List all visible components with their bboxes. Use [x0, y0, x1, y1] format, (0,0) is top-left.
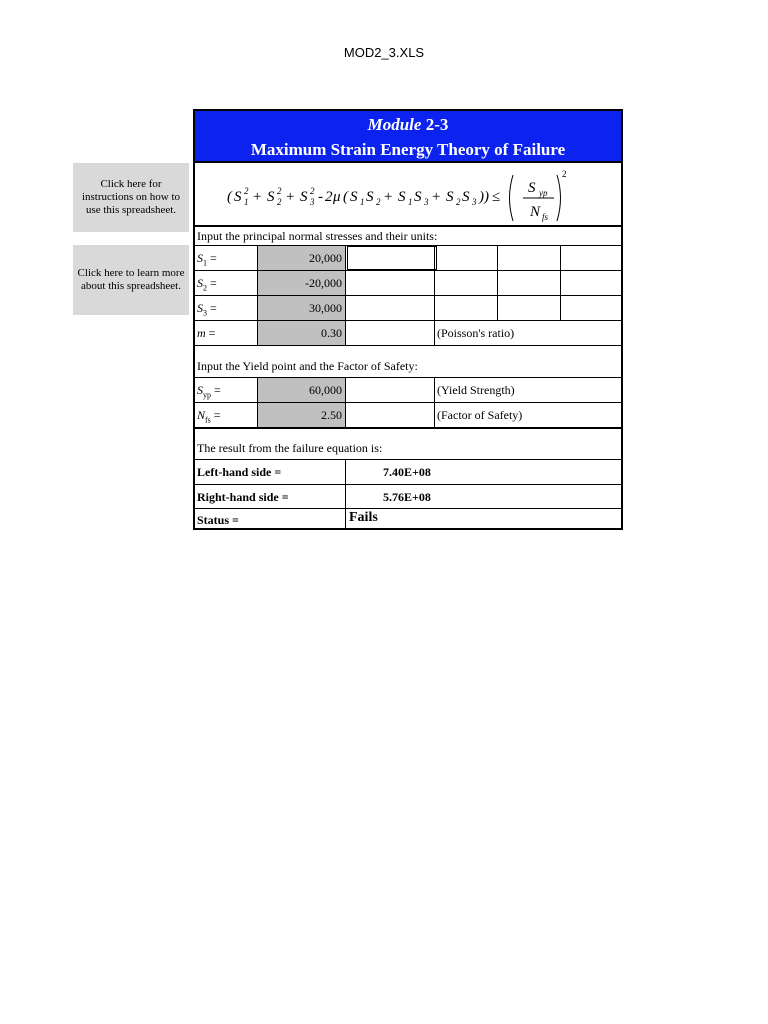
svg-text:S: S — [234, 189, 242, 205]
spreadsheet-table — [193, 109, 623, 530]
svg-text:(: ( — [343, 189, 348, 205]
svg-text:3: 3 — [472, 197, 477, 207]
syp-label: $S_{yp}$ = — [197, 383, 221, 400]
svg-text:2: 2 — [456, 197, 461, 207]
svg-text:2: 2 — [325, 189, 333, 205]
svg-text:S: S — [414, 189, 422, 205]
syp-input[interactable]: 60,000 — [258, 378, 345, 402]
svg-text:-: - — [318, 189, 323, 205]
svg-text:2: 2 — [277, 186, 282, 196]
svg-text:yp: yp — [539, 188, 548, 198]
file-name-header: MOD2_3.XLS — [343, 45, 425, 60]
svg-text:S: S — [446, 189, 454, 205]
rhs-value: 5.76E+08 — [383, 490, 431, 504]
svg-text:2: 2 — [310, 186, 315, 196]
svg-text:S: S — [462, 189, 470, 205]
poisson-note: (Poisson's ratio) — [437, 326, 515, 340]
svg-text:1: 1 — [408, 197, 413, 207]
module-title — [195, 115, 621, 135]
lhs-label: Left-hand side = — [197, 465, 282, 479]
s1-input[interactable]: 20,000 — [258, 246, 345, 270]
nfs-input[interactable]: 2.50 — [258, 403, 345, 427]
svg-text:≤: ≤ — [492, 189, 501, 205]
s3-units-input[interactable] — [347, 296, 434, 320]
result-prompt: The result from the failure equation is: — [197, 441, 383, 455]
s2-units-input[interactable] — [347, 271, 434, 295]
svg-text:(: ( — [227, 189, 232, 205]
s2-label: $S_2$ = — [197, 276, 217, 293]
syp-units-input[interactable] — [347, 378, 434, 402]
lhs-value: 7.40E+08 — [383, 465, 431, 479]
svg-text:3: 3 — [310, 197, 315, 207]
svg-text:S: S — [300, 189, 308, 205]
title-block — [195, 111, 621, 163]
instructions-button[interactable]: Click here for instructions on how to use this spreadsheet. — [73, 163, 189, 232]
status-label: Status = — [197, 513, 239, 527]
poisson-label: m = — [197, 326, 216, 340]
svg-text:2: 2 — [376, 197, 381, 207]
svg-text:3: 3 — [424, 197, 429, 207]
svg-text:μ: μ — [333, 189, 341, 205]
svg-text:S: S — [366, 189, 374, 205]
svg-text:)): )) — [479, 189, 489, 205]
svg-text:1: 1 — [244, 197, 249, 207]
s1-label: $S_1$ = — [197, 251, 217, 268]
svg-text:S: S — [528, 180, 536, 196]
nfs-note: (Factor of Safety) — [437, 408, 523, 422]
svg-text:N: N — [530, 204, 541, 220]
status-value: Fails — [349, 510, 378, 525]
s3-input[interactable]: 30,000 — [258, 296, 345, 320]
yield-prompt: Input the Yield point and the Factor of Safety: — [197, 359, 418, 373]
svg-text:2: 2 — [562, 169, 567, 179]
svg-text:1: 1 — [360, 197, 365, 207]
nfs-label: $N_{fs}$ = — [197, 408, 221, 425]
svg-text:+: + — [432, 189, 441, 205]
svg-text:+: + — [384, 189, 393, 205]
s3-label: $S_3$ = — [197, 301, 217, 318]
svg-text:2: 2 — [277, 197, 282, 207]
svg-text:+: + — [253, 189, 262, 205]
svg-text:S: S — [398, 189, 406, 205]
failure-equation — [195, 163, 621, 227]
svg-text:+: + — [286, 189, 295, 205]
svg-text:2: 2 — [244, 186, 249, 196]
module-number: 2-3 — [425, 115, 449, 134]
rhs-label: Right-hand side = — [197, 490, 289, 504]
s2-input[interactable]: -20,000 — [258, 271, 345, 295]
module-word: Module — [367, 115, 422, 134]
syp-note: (Yield Strength) — [437, 383, 515, 397]
theory-title: Maximum Strain Energy Theory of Failure — [250, 140, 566, 159]
svg-text:S: S — [267, 189, 275, 205]
stress-prompt: Input the principal normal stresses and their units: — [197, 229, 438, 243]
svg-text:S: S — [350, 189, 358, 205]
about-button[interactable]: Click here to learn more about this spreadsheet. — [73, 245, 189, 315]
svg-text:fs: fs — [542, 212, 549, 222]
s1-units-input[interactable] — [347, 246, 437, 270]
poisson-input[interactable]: 0.30 — [258, 321, 345, 345]
